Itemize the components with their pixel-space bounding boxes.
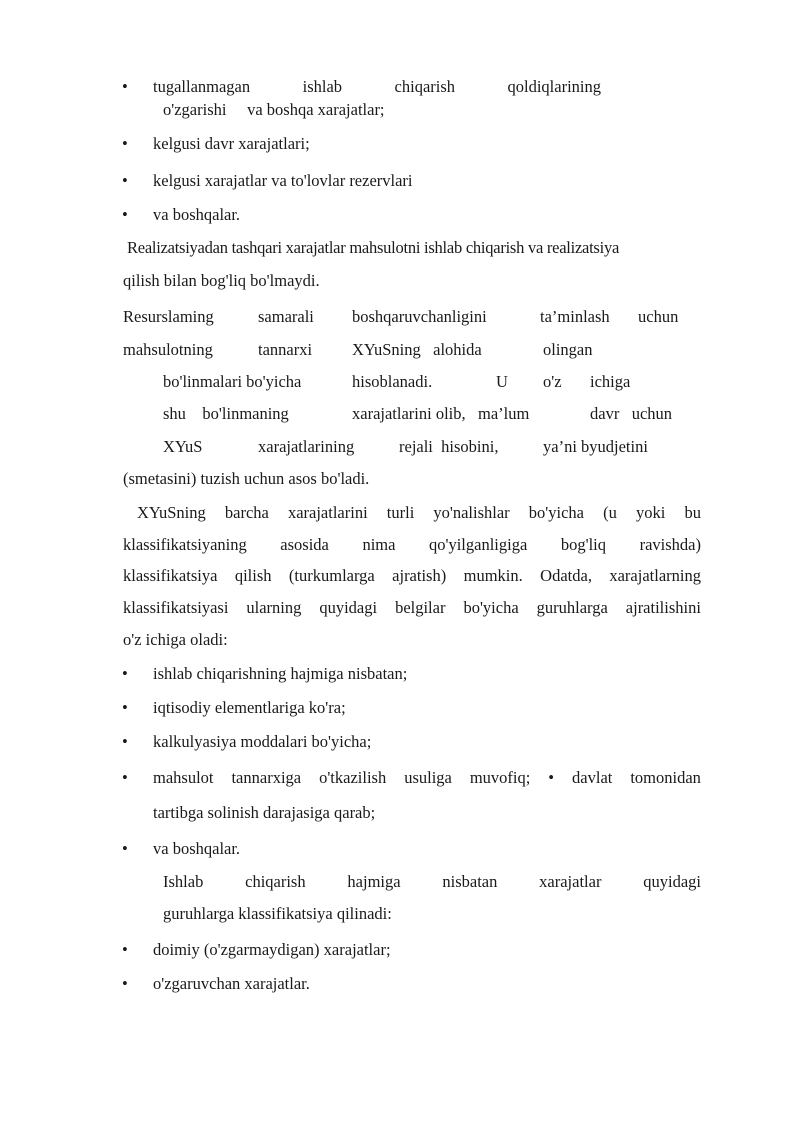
- word: xarajatlarning: [609, 566, 701, 585]
- cell-text: xarajatlarini olib, ma’lum: [352, 404, 530, 423]
- word: klassifikatsiyasi: [123, 598, 229, 617]
- justified-line: [137, 502, 701, 524]
- word: qilish: [234, 566, 272, 585]
- cell-text: Resurslaming: [123, 307, 214, 326]
- bullet-text: o'zgaruvchan xarajatlar.: [153, 974, 310, 993]
- bullet-marker: •: [122, 940, 128, 959]
- bullet-text: va boshqalar.: [153, 205, 241, 224]
- word: bu: [684, 503, 701, 522]
- paragraph-line: guruhlarga klassifikatsiya qilinadi:: [163, 904, 392, 923]
- word: chiqarish: [394, 77, 456, 96]
- cell-text: hisoblanadi.: [352, 372, 433, 391]
- word: ajratish): [392, 566, 447, 585]
- word: ravishda): [639, 535, 701, 554]
- word: muvofiq;: [469, 768, 531, 787]
- word: (turkumlarga: [288, 566, 375, 585]
- word: davlat: [572, 768, 613, 787]
- bullet-marker: •: [122, 77, 128, 96]
- word: mahsulot: [153, 768, 214, 787]
- bullet-text: kelgusi xarajatlar va to'lovlar rezervlari: [153, 171, 413, 190]
- bullet-continuation: tartibga solinish darajasiga qarab;: [153, 803, 376, 822]
- word: barcha: [224, 503, 269, 522]
- bullet-text: doimiy (o'zgarmaydigan) xarajatlar;: [153, 940, 391, 959]
- word: asosida: [280, 535, 329, 554]
- bullet-marker: •: [122, 974, 128, 993]
- cell-text: ya’ni byudjetini: [543, 437, 648, 456]
- word: Odatda,: [540, 566, 592, 585]
- bullet-marker: •: [122, 698, 128, 717]
- bullet-marker: •: [122, 839, 128, 858]
- cell-text: xarajatlarining: [258, 437, 355, 456]
- word: yo'nalishlar: [433, 503, 510, 522]
- word: guruhlarga: [536, 598, 608, 617]
- justified-line: [123, 534, 701, 556]
- justified-line: [123, 565, 701, 587]
- bullet-text: ishlab chiqarishning hajmiga nisbatan;: [153, 664, 408, 683]
- bullet-text-justified: [153, 76, 601, 98]
- cell-text: uchun: [638, 307, 679, 326]
- cell-text: XYuS: [163, 437, 203, 456]
- word: klassifikatsiya: [123, 566, 218, 585]
- cell-text: U: [496, 372, 508, 391]
- bullet-text-justified: [153, 767, 701, 789]
- word: qo'yilganligiga: [429, 535, 528, 554]
- cell-text: tannarxi: [258, 340, 313, 359]
- cell-text: XYuSning alohida: [352, 340, 482, 359]
- word: usuliga: [404, 768, 452, 787]
- bullet-text: iqtisodiy elementlariga ko'ra;: [153, 698, 346, 717]
- cell-text: ta’minlash: [540, 307, 610, 326]
- word: o'tkazilish: [319, 768, 387, 787]
- word: chiqarish: [245, 872, 306, 891]
- bullet-text: va boshqalar.: [153, 839, 241, 858]
- bullet-continuation: o'zgarishi va boshqa xarajatlar;: [163, 100, 385, 119]
- bullet-marker: •: [122, 768, 128, 787]
- word: tannarxiga: [231, 768, 302, 787]
- justified-line: [163, 871, 701, 893]
- word: nima: [362, 535, 396, 554]
- word: XYuSning: [137, 503, 206, 522]
- word: tugallanmagan: [153, 77, 251, 96]
- word: mumkin.: [463, 566, 523, 585]
- word: hajmiga: [347, 872, 401, 891]
- cell-text: boshqaruvchanligini: [352, 307, 487, 326]
- cell-text: o'z: [543, 372, 562, 391]
- bullet-marker: •: [122, 664, 128, 683]
- paragraph-line: Realizatsiyadan tashqari xarajatlar mahsulotni ishlab chiqarish va realizatsiya: [127, 238, 620, 257]
- paragraph-line: o'z ichiga oladi:: [123, 630, 228, 649]
- justified-line: [123, 597, 701, 619]
- word: •: [548, 768, 555, 787]
- cell-text: samarali: [258, 307, 314, 326]
- cell-text: ichiga: [590, 372, 631, 391]
- word: belgilar: [395, 598, 446, 617]
- word: ishlab: [302, 77, 343, 96]
- word: ularning: [246, 598, 302, 617]
- cell-text: (smetasini) tuzish uchun asos bo'ladi.: [123, 469, 370, 488]
- bullet-text: kalkulyasiya moddalari bo'yicha;: [153, 732, 372, 751]
- cell-text: shu bo'linmaning: [163, 404, 289, 423]
- word: bo'yicha: [463, 598, 519, 617]
- cell-text: mahsulotning: [123, 340, 213, 359]
- bullet-text: kelgusi davr xarajatlari;: [153, 134, 310, 153]
- bullet-marker: •: [122, 205, 128, 224]
- bullet-marker: •: [122, 171, 128, 190]
- bullet-marker: •: [122, 134, 128, 153]
- cell-text: davr uchun: [590, 404, 673, 423]
- word: nisbatan: [442, 872, 498, 891]
- word: bog'liq: [560, 535, 607, 554]
- bullet-marker: •: [122, 732, 128, 751]
- word: qoldiqlarining: [507, 77, 601, 96]
- word: turli: [386, 503, 415, 522]
- cell-text: bo'linmalari bo'yicha: [163, 372, 302, 391]
- word: tomonidan: [630, 768, 701, 787]
- word: klassifikatsiyaning: [123, 535, 247, 554]
- word: (u: [603, 503, 617, 522]
- cell-text: rejali hisobini,: [399, 437, 499, 456]
- word: xarajatlar: [539, 872, 602, 891]
- word: ajratilishini: [625, 598, 701, 617]
- word: bo'yicha: [528, 503, 585, 522]
- word: quyidagi: [319, 598, 378, 617]
- word: Ishlab: [163, 872, 204, 891]
- paragraph-line: qilish bilan bog'liq bo'lmaydi.: [123, 271, 320, 290]
- word: xarajatlarini: [287, 503, 368, 522]
- word: quyidagi: [643, 872, 701, 891]
- word: yoki: [635, 503, 666, 522]
- cell-text: olingan: [543, 340, 593, 359]
